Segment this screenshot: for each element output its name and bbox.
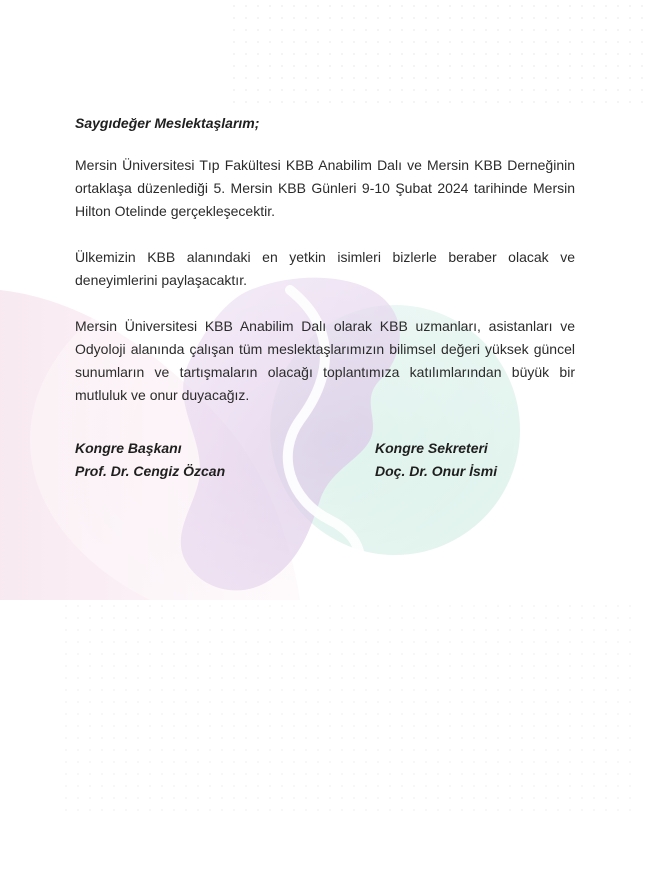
signature-president (75, 437, 225, 483)
letter-body (75, 112, 575, 485)
signature-block (75, 437, 575, 485)
letter-greeting: Saygıdeğer Meslektaşlarım; (75, 115, 260, 131)
paragraph-event-announcement: Mersin Üniversitesi Tıp Fakültesi KBB Anabilim Dalı ve Mersin KBB Derneğinin ortaklaşa düzenlediği 5. Mersin KBB Günleri 9-10 Şubat 2024 tarihinde Mersin Hilton Otelinde gerçekleşecektir. (75, 157, 575, 219)
paragraph-invitation: Mersin Üniversitesi KBB Anabilim Dalı olarak KBB uzmanları, asistanları ve Odyoloji alanında çalışan tüm meslektaşlarımızın bilimsel değeri yüksek güncel sunumların ve tartışmaların olacağı toplantımıza katılımlarından büyük bir mutluluk ve onur duyacağız. (75, 318, 575, 403)
paragraph-speakers: Ülkemizin KBB alanındaki en yetkin isimleri bizlerle beraber olacak ve deneyimlerini paylaşacaktır. (75, 249, 575, 288)
signature-name: Prof. Dr. Cengiz Özcan (75, 463, 226, 479)
signature-role: Kongre Başkanı (75, 440, 182, 456)
signature-name: Doç. Dr. Onur İsmi (375, 463, 498, 479)
signature-role: Kongre Sekreteri (375, 440, 488, 456)
dot-texture-top (230, 0, 650, 110)
signature-secretary (375, 437, 497, 483)
